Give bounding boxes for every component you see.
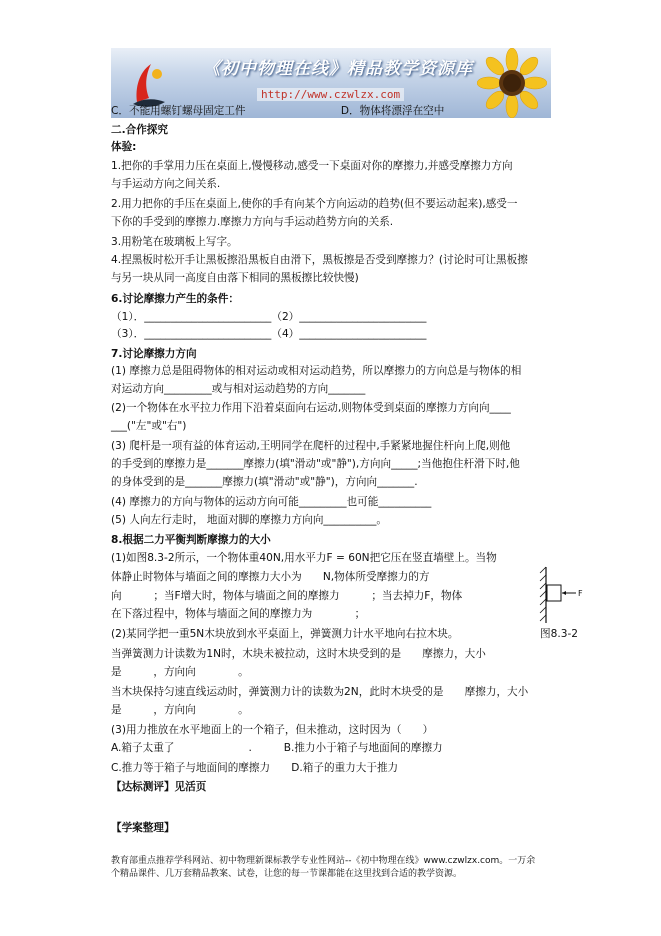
text-line: （1）．________________________（2）________________________ xyxy=(111,311,427,323)
text-line: （3）．________________________（4）________________________ xyxy=(111,328,427,340)
text-line: 4.捏黑板时松开手让黑板擦沿黑板自由滑下，黑板擦是否受到摩擦力？(讨论时可让黑板擦 xyxy=(111,254,528,266)
text-line: 当弹簧测力计读数为1N时，木块未被拉动，这时木块受到的是 摩擦力，大小 xyxy=(111,648,486,660)
text-line: (2)某同学把一重5N木块放到水平桌面上，弹簧测力计水平地向右拉木块。 xyxy=(111,628,459,640)
text-line: 是 ，方向向 。 xyxy=(111,666,249,678)
text-line: (3) 爬杆是一项有益的体育运动,王明同学在爬杆的过程中,手紧紧地握住杆向上爬,则他 xyxy=(111,440,511,452)
text-line: 向 ；当F增大时，物体与墙面之间的摩擦力 ；当去掉力F，物体 xyxy=(111,590,463,602)
text-line: C．不能用螺钉螺母固定工件 D．物体将漂浮在空中 xyxy=(111,105,445,117)
text-line: 的身体受到的是_______摩擦力(填"滑动"或"静")，方向向_______. xyxy=(111,476,418,488)
banner-title: 《初中物理在线》精品教学资源库 xyxy=(203,59,473,79)
text-line: 当木块保持匀速直线运动时，弹簧测力计的读数为2N，此时木块受的是 摩擦力，大小 xyxy=(111,686,529,698)
section-heading: 6.讨论摩擦力产生的条件： xyxy=(111,293,239,305)
text-line: C.推力等于箱子与地面间的摩擦力 D.箱子的重力大于推力 xyxy=(111,762,399,774)
footer-line-1: 教育部重点推荐学科网站、初中物理新课标教学专业性网站--《初中物理在线》www.czwlzx.com。一万余 xyxy=(111,856,536,866)
text-line: 体静止时物体与墙面之间的摩擦力大小为 N,物体所受摩擦力的方 xyxy=(111,571,430,583)
text-line: 的手受到的摩擦力是_______摩擦力(填"滑动"或"静"),方向向_____;当他抱住杆滑下时,他 xyxy=(111,458,520,470)
section-heading: 二.合作探究 xyxy=(111,124,168,136)
text-line: ___("左"或"右") xyxy=(111,420,187,432)
text-line: 是 ，方向向 。 xyxy=(111,704,249,716)
text-line: 对运动方向_________或与相对运动趋势的方向_______ xyxy=(111,383,366,395)
force-label: F xyxy=(578,589,583,598)
text-line: (1)如图8.3-2所示，一个物体重40N,用水平力F = 60N把它压在竖直墙壁上。当物 xyxy=(111,552,497,564)
banner-url[interactable]: http://www.czwlzx.com xyxy=(257,88,404,101)
text-line: 在下落过程中，物体与墙面之间的摩擦力为 ； xyxy=(111,608,366,620)
text-line: (4) 摩擦力的方向与物体的运动方向可能_________也可能__________ xyxy=(111,496,432,508)
section-heading: 7.讨论摩擦力方向 xyxy=(111,348,197,360)
text-line: (1) 摩擦力总是阻碍物体的相对运动或相对运动趋势，所以摩擦力的方向总是与物体的相 xyxy=(111,365,522,377)
section-heading: 体验: xyxy=(111,141,137,153)
section-heading: 【学案整理】 xyxy=(111,822,175,834)
text-line: (3)用力推放在水平地面上的一个箱子，但未推动，这时因为（ ） xyxy=(111,724,434,736)
section-heading: 【达标测评】见活页 xyxy=(111,781,207,793)
wall-block-figure xyxy=(538,565,588,625)
text-line: 下你的手受到的摩擦力.摩擦力方向与手运动趋势方向的关系. xyxy=(111,216,394,228)
text-line: A.箱子太重了 . B.推力小于箱子与地面间的摩擦力 xyxy=(111,742,443,754)
text-line: 2.用力把你的手压在桌面上,使你的手有向某个方向运动的趋势(但不要运动起来),感受一 xyxy=(111,198,518,210)
text-line: 与手运动方向之间关系. xyxy=(111,178,221,190)
text-line: (5) 人向左行走时， 地面对脚的摩擦力方向向__________。 xyxy=(111,514,387,526)
figure-caption: 图8.3-2 xyxy=(540,628,579,640)
footer-line-2: 个精品课件、几万套精品教案、试卷，让您的每一节课都能在这里找到合适的教学资源。 xyxy=(111,869,463,879)
sunflower-icon xyxy=(477,48,547,118)
section-heading: 8.根据二力平衡判断摩擦力的大小 xyxy=(111,534,271,546)
text-line: (2)一个物体在水平拉力作用下沿着桌面向右运动,则物体受到桌面的摩擦力方向向____ xyxy=(111,402,511,414)
text-line: 1.把你的手掌用力压在桌面上,慢慢移动,感受一下桌面对你的摩擦力,并感受摩擦力方向 xyxy=(111,160,513,172)
text-line: 3.用粉笔在玻璃板上写字。 xyxy=(111,236,238,248)
text-line: 与另一块从同一高度自由落下相同的黑板擦比较快慢) xyxy=(111,272,359,284)
site-logo xyxy=(129,58,169,110)
